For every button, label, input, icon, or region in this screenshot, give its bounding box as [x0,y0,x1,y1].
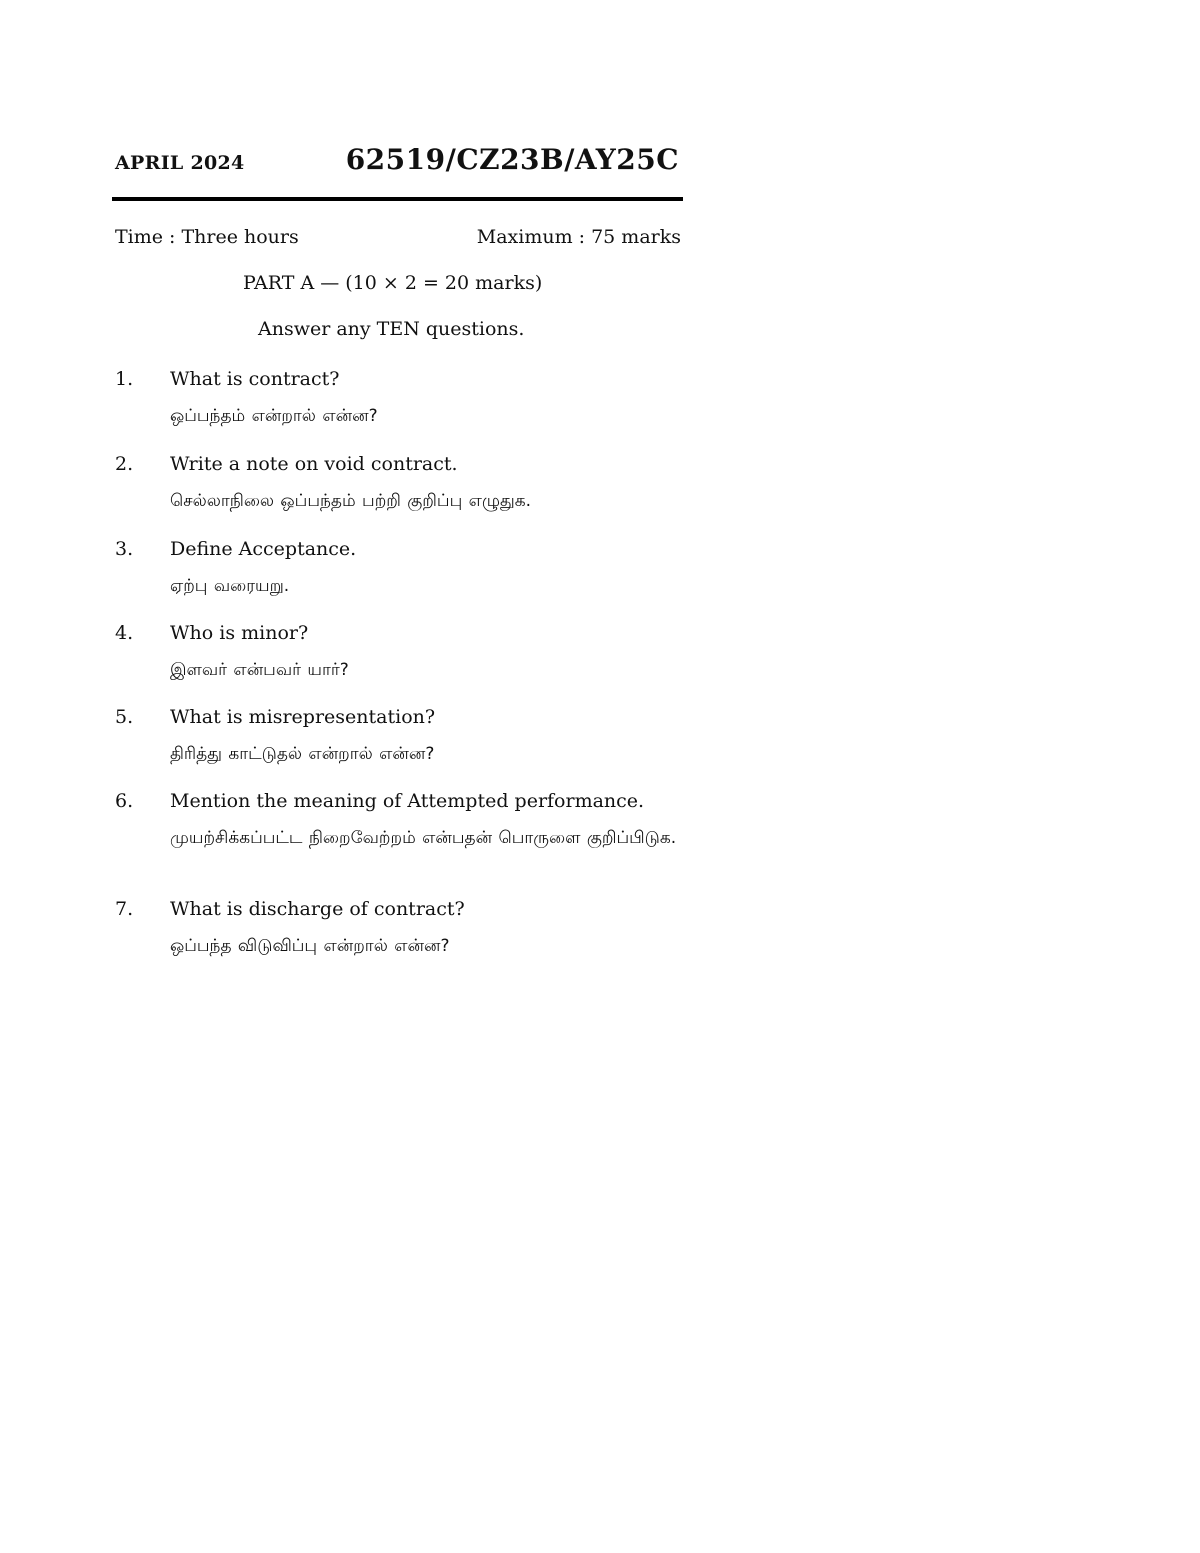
question-tamil: இளவர் என்பவர் யார்? [170,660,349,680]
question-tamil: ஒப்பந்தம் என்றால் என்ன? [170,406,378,426]
exam-header [115,140,683,202]
question-english: What is misrepresentation? [170,706,436,728]
question-english: What is contract? [170,368,340,390]
question-number: 5. [115,706,134,728]
exam-date: APRIL 2024 [115,152,245,174]
part-heading: PART A — (10 × 2 = 20 marks) [243,272,543,294]
maximum-marks: Maximum : 75 marks [476,226,681,248]
exam-meta [115,226,681,254]
question-english: Define Acceptance. [170,538,357,560]
question-english: Write a note on void contract. [170,453,458,475]
exam-duration: Time : Three hours [115,226,299,248]
question-english: Mention the meaning of Attempted performance. [170,790,645,812]
question-number: 4. [115,622,134,644]
question-english: What is discharge of contract? [170,898,465,920]
question-tamil: செல்லாநிலை ஒப்பந்தம் பற்றி குறிப்பு எழுதுக. [170,491,532,511]
question-number: 7. [115,898,134,920]
header-rule [112,197,683,201]
question-tamil: ஒப்பந்த விடுவிப்பு என்றால் என்ன? [170,936,450,956]
exam-code: 62519/CZ23B/AY25C [345,143,679,176]
question-tamil: திரித்து காட்டுதல் என்றால் என்ன? [170,744,435,764]
question-tamil: ஏற்பு வரையறு. [170,576,290,596]
question-number: 3. [115,538,134,560]
question-english: Who is minor? [170,622,309,644]
question-number: 1. [115,368,134,390]
question-number: 2. [115,453,134,475]
question-tamil: முயற்சிக்கப்பட்ட நிறைவேற்றம் என்பதன் பொருளை குறிப்பிடுக. [170,828,677,848]
part-instruction: Answer any TEN questions. [258,318,525,340]
question-number: 6. [115,790,134,812]
